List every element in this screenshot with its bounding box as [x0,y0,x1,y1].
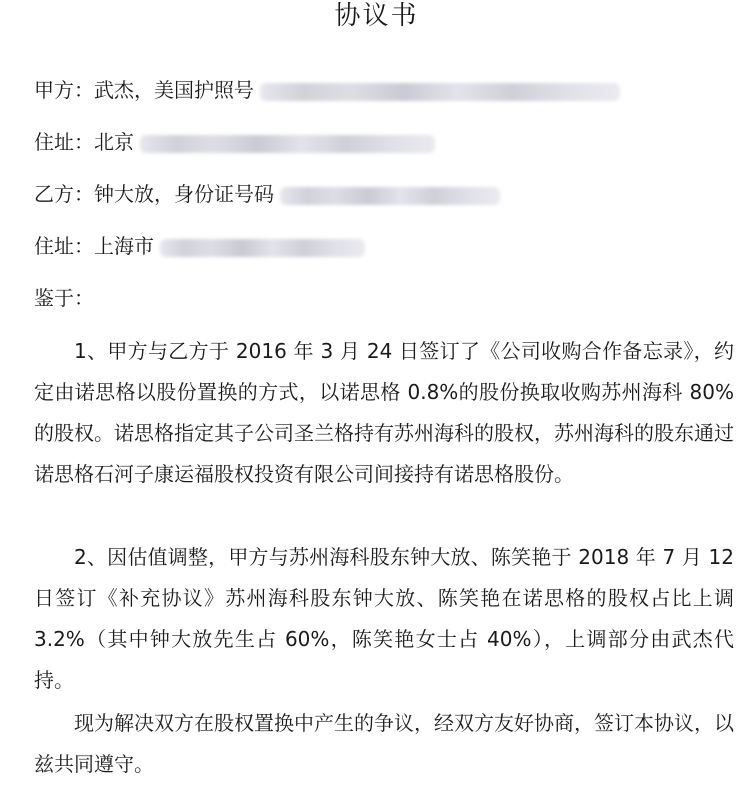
party-b-label: 乙方：钟大放，身份证号码 [34,182,274,206]
party-b-address-label: 住址：上海市 [34,234,154,258]
redacted-address-a [140,135,435,153]
redacted-address-b [160,239,365,257]
redacted-passport-number [260,83,620,101]
paragraph-3: 现为解决双方在股权置换中产生的争议，经双方友好协商，签订本协议，以兹共同遵守。 [34,711,734,776]
paragraph-2: 2、因估值调整，甲方与苏州海科股东钟大放、陈笑艳于 2018 年 7 月 12 日签订《补充协议》苏州海科股东钟大放、陈笑艳在诺思格的股权占比上调 3.2%（其中钟大放先生占 60%，陈笑艳女士占 40%），上调部分由武杰代持。 [34,545,734,692]
party-b-line [34,180,500,208]
paragraph-1: 1、甲方与乙方于 2016 年 3 月 24 日签订了《公司收购合作备忘录》，约定由诺思格以股份置换的方式，以诺思格 0.8%的股份换取收购苏州海科 80%的股权。诺思格指定其子公司圣兰格持有苏州海科的股权，苏州海科的股东通过诺思格石河子康运福股权投资有限公司间接持有诺思格股份。 [34,339,734,486]
redacted-id-number [280,187,500,205]
party-a-address-line [34,128,435,156]
party-a-address-label: 住址：北京 [34,130,134,154]
document-title: 协议书 [334,1,419,31]
party-a-line [34,76,620,104]
party-b-address-line [34,232,365,260]
party-a-label: 甲方：武杰，美国护照号 [34,78,254,102]
whereas-heading: 鉴于： [34,286,94,310]
